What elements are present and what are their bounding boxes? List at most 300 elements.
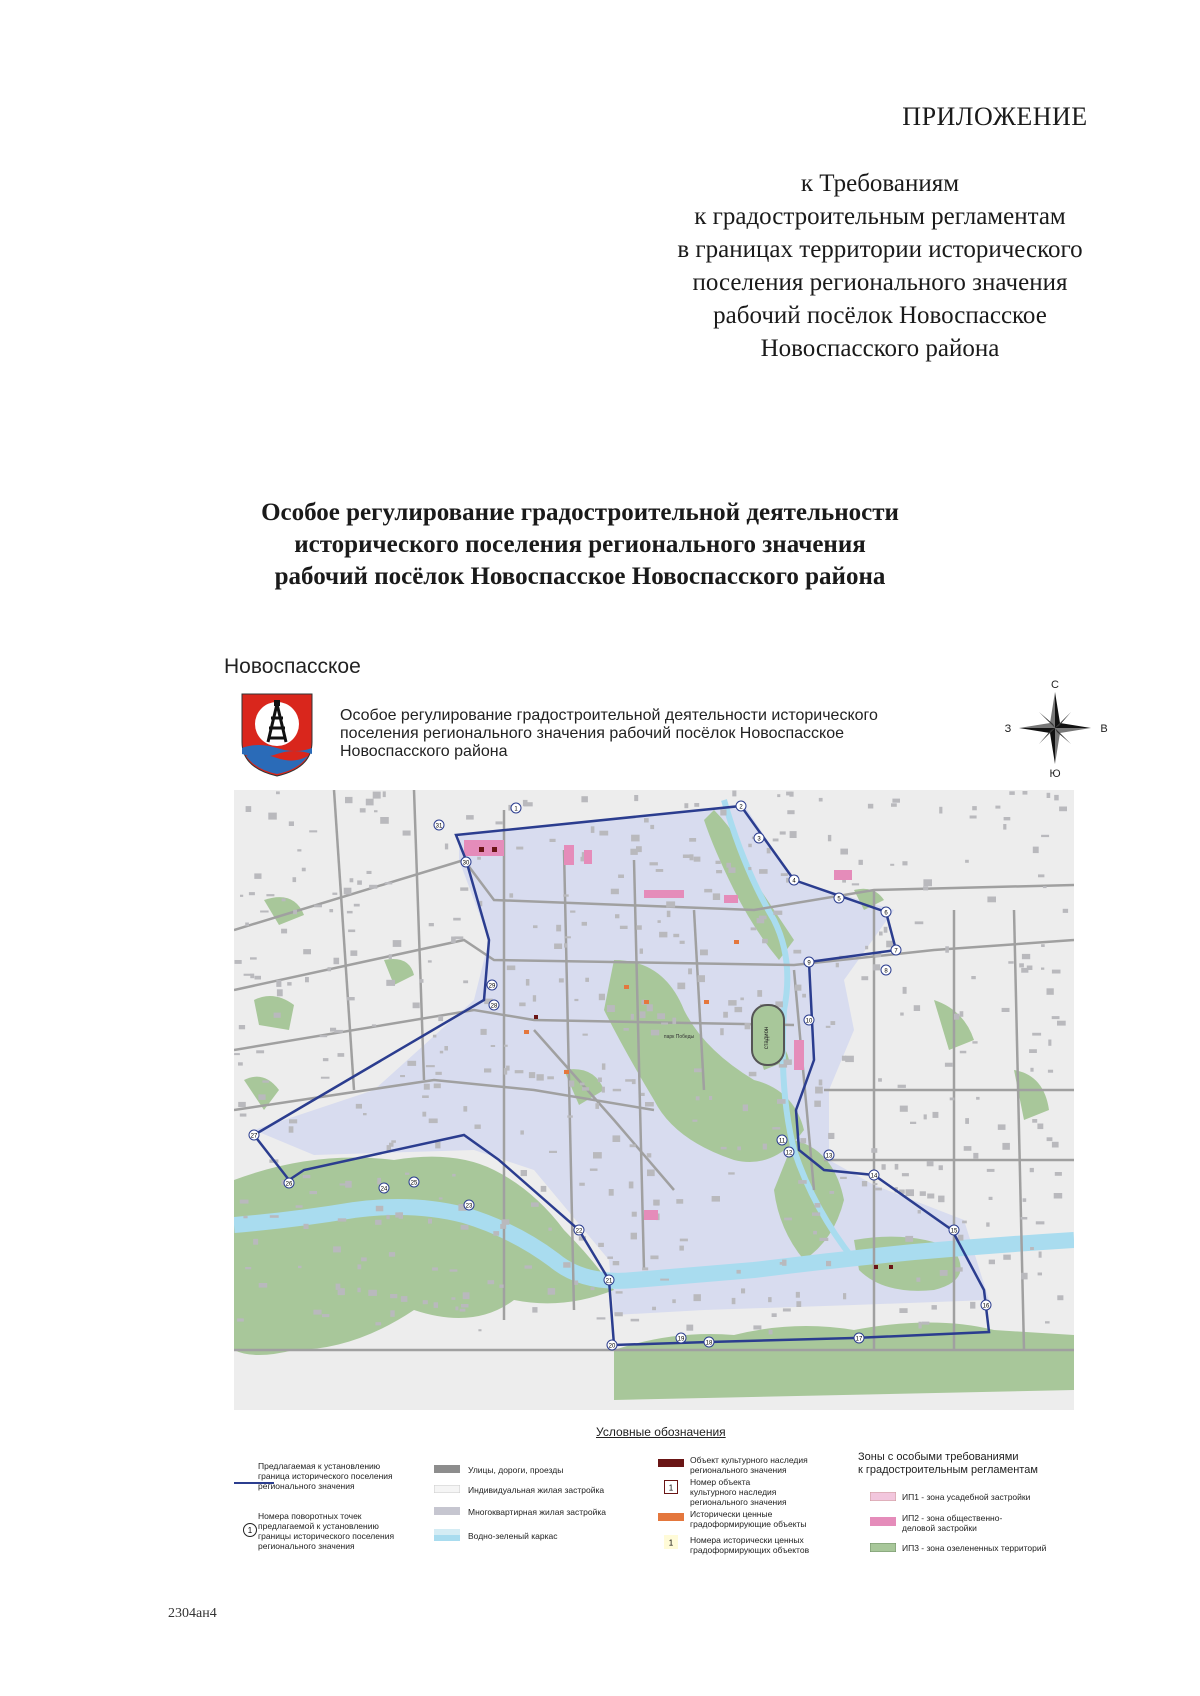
building	[298, 1266, 302, 1268]
building	[537, 1074, 544, 1080]
document-title	[200, 497, 960, 593]
building	[666, 901, 675, 907]
building	[423, 1300, 428, 1304]
building	[728, 867, 735, 873]
building	[296, 1205, 303, 1208]
building	[813, 1231, 817, 1235]
building	[903, 987, 907, 994]
building	[667, 911, 671, 917]
building	[616, 1291, 623, 1293]
building	[582, 1087, 589, 1090]
building	[652, 1307, 656, 1311]
appendix-line: рабочий посёлок Новоспасское	[713, 302, 1047, 329]
building	[395, 1212, 401, 1217]
building	[293, 910, 297, 915]
boundary-point-label: 24	[380, 1186, 388, 1193]
building	[692, 1120, 697, 1122]
building	[520, 1130, 524, 1134]
building	[1054, 795, 1059, 801]
building	[481, 1029, 487, 1035]
building	[372, 1024, 376, 1026]
building	[828, 835, 831, 841]
building	[932, 1305, 937, 1310]
historic-swatch	[658, 1513, 684, 1521]
building	[440, 1051, 443, 1054]
compass-north: С	[1051, 679, 1059, 691]
building	[367, 871, 372, 874]
building	[873, 964, 880, 970]
boundary-point-label: 11	[778, 1138, 786, 1145]
building	[454, 936, 463, 939]
boundary-point-label: 28	[490, 1003, 498, 1010]
building	[745, 1023, 751, 1029]
building	[303, 1175, 311, 1178]
building	[672, 1299, 676, 1303]
building	[631, 1319, 640, 1322]
building	[1041, 944, 1045, 947]
streets-swatch	[434, 1465, 460, 1473]
building	[704, 889, 712, 893]
building	[955, 1267, 962, 1271]
building	[1059, 807, 1067, 812]
boundary-point-label: 18	[705, 1340, 713, 1347]
building	[357, 1288, 360, 1293]
building	[450, 1269, 458, 1271]
building	[549, 1151, 557, 1153]
building	[386, 980, 395, 986]
building	[390, 1294, 397, 1298]
building	[709, 1096, 712, 1100]
building	[602, 1087, 605, 1093]
building	[642, 1267, 648, 1270]
building	[1043, 886, 1047, 888]
building	[878, 1078, 882, 1082]
building	[694, 803, 699, 807]
legend-heritage-number: Номер объекта культурного наследия регионального значения	[690, 1477, 787, 1507]
building	[826, 1026, 831, 1028]
building	[344, 888, 352, 895]
appendix-line: Новоспасского района	[760, 335, 1000, 362]
building	[748, 867, 751, 870]
building	[1052, 970, 1061, 974]
building	[826, 1261, 831, 1266]
building	[554, 944, 562, 950]
building	[728, 1000, 736, 1006]
building	[1009, 791, 1015, 795]
building	[1047, 793, 1051, 798]
building	[845, 1056, 854, 1062]
building	[793, 950, 801, 954]
compass-south: Ю	[1049, 768, 1061, 778]
building	[602, 1063, 606, 1069]
building	[452, 1174, 455, 1177]
building	[971, 976, 976, 979]
building	[954, 1014, 959, 1020]
building	[634, 795, 638, 801]
building	[607, 1005, 615, 1012]
building	[1047, 1137, 1053, 1141]
building	[945, 1063, 953, 1067]
building	[933, 1112, 939, 1118]
boundary-point-label: 23	[465, 1203, 473, 1210]
building	[740, 998, 744, 1001]
building	[361, 1257, 367, 1261]
building	[287, 982, 291, 986]
building	[389, 1252, 395, 1257]
building	[802, 994, 806, 998]
building	[1045, 1321, 1050, 1323]
appendix-header	[560, 100, 1200, 365]
building	[1047, 988, 1054, 995]
building	[815, 1087, 823, 1094]
building	[613, 1089, 621, 1092]
building	[915, 921, 924, 924]
building	[516, 847, 523, 850]
building	[580, 1083, 585, 1086]
building	[927, 1194, 934, 1199]
building	[647, 1153, 652, 1157]
building	[548, 1288, 556, 1295]
building	[640, 1011, 646, 1018]
building	[632, 1079, 636, 1084]
building	[919, 1322, 922, 1329]
building	[777, 1099, 786, 1104]
building	[348, 930, 355, 933]
building	[599, 994, 605, 1001]
building	[260, 911, 269, 913]
building	[1052, 1016, 1060, 1019]
building	[393, 940, 402, 947]
legend-historic: Исторически ценные градоформирующие объекты	[690, 1509, 807, 1529]
boundary-point-label: 9	[807, 960, 811, 967]
building	[795, 985, 801, 991]
building	[763, 1144, 767, 1150]
building	[390, 1310, 394, 1317]
building	[800, 1138, 806, 1143]
building	[1029, 1049, 1037, 1053]
building	[282, 898, 286, 901]
building	[1021, 1217, 1028, 1220]
building	[958, 1235, 963, 1241]
building	[683, 855, 690, 859]
building	[1008, 961, 1013, 964]
building	[323, 1058, 329, 1061]
building	[253, 1239, 258, 1245]
building	[914, 1005, 920, 1011]
building	[759, 916, 767, 920]
building	[641, 1093, 645, 1096]
building	[819, 1080, 823, 1086]
building	[435, 1072, 441, 1075]
compass-west: З	[1004, 723, 1012, 735]
building	[347, 911, 353, 914]
building	[852, 883, 859, 885]
subtitle-line: Новоспасского района	[340, 743, 508, 760]
legend-heritage: Объект культурного наследия регионального значения	[690, 1455, 808, 1475]
building	[879, 932, 883, 936]
water-green-swatch	[434, 1529, 460, 1541]
building	[640, 949, 643, 954]
building	[786, 792, 792, 796]
building	[380, 817, 389, 824]
building	[995, 806, 1000, 809]
building	[713, 893, 720, 900]
building	[900, 1013, 904, 1016]
building	[1023, 1198, 1027, 1202]
building	[336, 1284, 341, 1290]
building	[660, 1279, 669, 1281]
building	[651, 1030, 659, 1036]
building	[360, 808, 366, 812]
building	[369, 885, 377, 889]
building	[814, 1101, 821, 1107]
building	[574, 1281, 578, 1285]
building	[256, 1050, 264, 1053]
boundary-point-label: 12	[785, 1150, 793, 1157]
building	[777, 794, 780, 797]
building	[721, 1147, 727, 1150]
building	[330, 1028, 336, 1032]
building	[1052, 1142, 1059, 1148]
building	[716, 861, 721, 864]
building	[989, 1260, 995, 1265]
boundary-point-label: 2	[739, 804, 743, 811]
building	[962, 1221, 967, 1224]
building	[751, 927, 757, 930]
building	[679, 1246, 684, 1251]
building	[550, 839, 556, 842]
building	[238, 1102, 246, 1107]
multi-swatch	[434, 1507, 460, 1515]
building	[726, 863, 731, 868]
building	[570, 911, 575, 913]
building	[694, 1068, 702, 1072]
boundary-point-label: 17	[855, 1336, 863, 1343]
building	[422, 1112, 426, 1117]
building	[333, 1246, 341, 1252]
building	[1048, 1040, 1051, 1046]
boundary-point-label: 6	[884, 910, 888, 917]
building	[270, 1215, 279, 1218]
boundary-point-label: 15	[950, 1228, 958, 1235]
building	[289, 1119, 297, 1123]
building	[875, 1188, 882, 1191]
building	[320, 1035, 328, 1037]
building	[598, 1078, 602, 1083]
building	[787, 810, 794, 814]
building	[504, 1068, 507, 1075]
building	[255, 976, 262, 980]
building	[773, 839, 779, 842]
ip1-swatch	[870, 1492, 896, 1501]
building	[772, 1127, 780, 1129]
building	[385, 882, 393, 884]
building	[259, 1283, 268, 1288]
building	[453, 918, 461, 921]
building	[796, 1292, 800, 1298]
appendix-title: ПРИЛОЖЕНИЕ	[902, 102, 1088, 131]
building	[773, 911, 782, 915]
building	[972, 806, 977, 810]
building	[938, 1196, 944, 1203]
building	[309, 830, 317, 832]
building	[434, 1084, 441, 1089]
building	[504, 1045, 508, 1047]
building	[1048, 1070, 1053, 1073]
building	[891, 803, 897, 807]
building	[696, 1096, 700, 1100]
building	[1030, 1247, 1034, 1250]
building	[890, 864, 894, 866]
building	[830, 1191, 835, 1194]
building	[401, 1296, 408, 1302]
building	[647, 1004, 653, 1011]
building	[581, 796, 588, 802]
boundary-point-label: 19	[677, 1336, 685, 1343]
building	[541, 1186, 547, 1192]
building	[673, 934, 679, 937]
compass-east: В	[1100, 723, 1108, 735]
building	[1036, 1221, 1045, 1224]
building	[1033, 847, 1039, 854]
building	[965, 1118, 969, 1124]
building	[784, 1062, 791, 1065]
building	[451, 1297, 455, 1300]
building	[240, 1114, 247, 1117]
heritage-number-icon	[664, 1480, 678, 1494]
building	[868, 804, 873, 809]
building	[644, 818, 649, 822]
boundary-point-label: 8	[884, 968, 888, 975]
legend-individual: Индивидуальная жилая застройка	[468, 1485, 605, 1495]
building	[1032, 1119, 1037, 1123]
building	[305, 977, 309, 982]
building	[749, 1072, 757, 1077]
building	[276, 791, 280, 794]
building	[768, 1297, 772, 1302]
legend-historic-number: Номера исторически ценных градоформирующих объектов	[690, 1535, 810, 1555]
building	[345, 797, 353, 803]
building	[496, 821, 503, 824]
building	[629, 1182, 634, 1189]
building	[254, 873, 261, 879]
building	[234, 1053, 240, 1055]
building	[964, 1146, 972, 1151]
boundary-point-label: 3	[757, 836, 761, 843]
building	[493, 1231, 499, 1236]
building	[772, 1313, 777, 1317]
legend-ip3: ИП3 - зона озелененных территорий	[902, 1543, 1047, 1553]
building	[281, 929, 287, 934]
building	[434, 1302, 438, 1308]
building	[391, 1140, 396, 1143]
building	[976, 1097, 980, 1100]
building	[659, 932, 667, 938]
building	[439, 1197, 443, 1199]
building	[757, 990, 762, 997]
building	[488, 1280, 495, 1284]
building	[245, 923, 249, 927]
building	[332, 893, 337, 895]
building	[631, 1014, 634, 1020]
building	[613, 1135, 621, 1142]
building	[920, 1191, 926, 1196]
boundary-point-label: 16	[982, 1303, 990, 1310]
building	[304, 1224, 309, 1229]
building	[521, 1170, 527, 1176]
building	[235, 960, 242, 964]
building	[1038, 1273, 1042, 1276]
building	[444, 1046, 448, 1051]
building	[328, 967, 332, 971]
building	[862, 1181, 867, 1186]
building	[632, 1212, 637, 1217]
building	[334, 958, 340, 965]
building	[531, 1202, 539, 1206]
building	[970, 816, 977, 819]
building	[900, 1106, 908, 1112]
building	[656, 869, 664, 872]
building	[767, 848, 771, 854]
building	[960, 1051, 967, 1054]
building	[945, 946, 949, 952]
building	[684, 803, 688, 808]
building	[1019, 963, 1024, 967]
building	[720, 1028, 724, 1035]
building	[240, 1200, 249, 1204]
subtitle-line: поселения регионального значения рабочий посёлок Новоспасское	[340, 725, 845, 742]
building	[1022, 954, 1030, 959]
building	[405, 1173, 409, 1175]
building	[507, 966, 516, 971]
appendix-line: поселения регионального значения	[692, 269, 1068, 296]
building	[910, 1122, 916, 1124]
building	[998, 1124, 1006, 1130]
building	[564, 936, 571, 938]
building	[314, 905, 322, 908]
building	[624, 1028, 629, 1031]
building	[491, 1045, 495, 1047]
title-line: Особое регулирование градостроительной деятельности	[261, 499, 899, 526]
building	[759, 869, 768, 874]
building	[831, 1021, 836, 1025]
boundary-point-label: 13	[825, 1153, 833, 1160]
building	[741, 1288, 745, 1293]
building	[916, 1278, 920, 1282]
svg-text:1: 1	[247, 1526, 253, 1535]
building	[386, 1215, 389, 1219]
building	[403, 831, 411, 836]
building	[657, 1013, 665, 1019]
building	[859, 860, 863, 865]
building	[688, 968, 692, 974]
building	[243, 1216, 247, 1219]
building	[1063, 909, 1068, 913]
building	[899, 1308, 907, 1313]
building	[1057, 1021, 1066, 1026]
building	[515, 1070, 524, 1073]
building	[1030, 1168, 1034, 1172]
building	[902, 1173, 909, 1176]
building	[366, 799, 374, 806]
building	[374, 810, 378, 812]
building	[597, 1317, 606, 1319]
building	[509, 893, 513, 897]
map-canvas[interactable]	[234, 790, 1074, 1410]
building	[426, 1065, 435, 1067]
building	[812, 1212, 820, 1215]
legend-points: Номера поворотных точек предлагаемой к установлению границы исторического поселения регионального значения	[258, 1511, 395, 1551]
